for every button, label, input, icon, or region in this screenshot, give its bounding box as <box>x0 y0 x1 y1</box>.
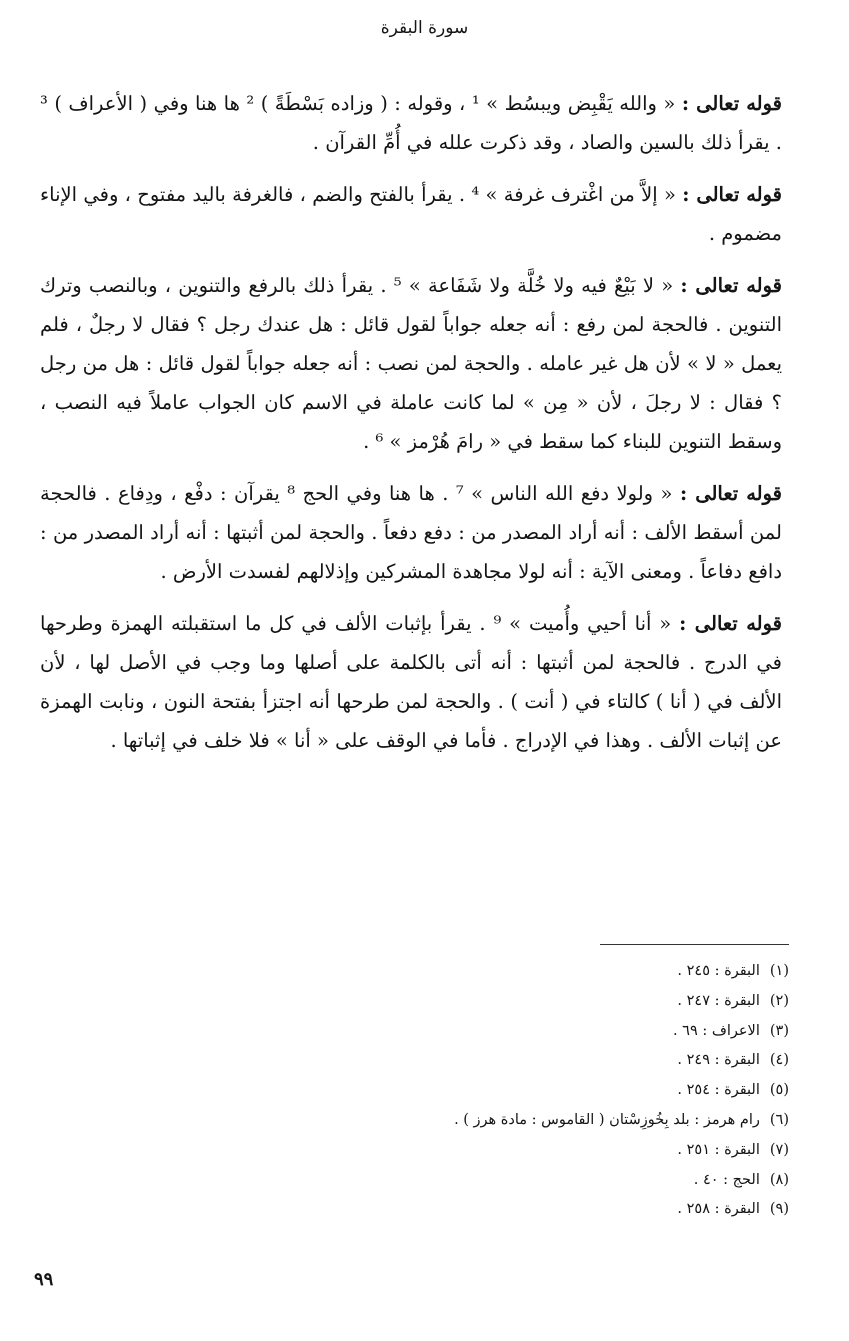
footnote <box>300 1106 789 1136</box>
paragraph-text: « والله يَقْبِض ويبسُط » ¹ ، وقوله : ( وزاده بَسْطَةً ) ² ها هنا وفي ( الأعراف ) ³ . يقرأ ذلك بالسين والصاد ، وقد ذكرت علله في أُمِّ القرآن . <box>40 92 782 154</box>
footnote-number: (٣) <box>769 1022 789 1039</box>
paragraph <box>40 84 782 162</box>
footnote <box>300 1076 789 1106</box>
paragraph <box>40 175 782 253</box>
main-text <box>40 84 782 773</box>
footnote-number: (٨) <box>769 1171 789 1188</box>
paragraph-lead: قوله تعالى : <box>680 274 782 297</box>
footnote-number: (٢) <box>769 992 789 1009</box>
page-number: ٩٩ <box>34 1269 54 1290</box>
paragraph-lead: قوله تعالى : <box>679 612 782 635</box>
paragraph-lead: قوله تعالى : <box>679 482 783 505</box>
paragraph <box>40 266 782 461</box>
footnote-text: البقرة : ٢٤٥ . <box>677 963 760 979</box>
paragraph <box>40 474 782 591</box>
footnotes <box>300 957 789 1225</box>
footnote-text: البقرة : ٢٥١ . <box>677 1141 760 1158</box>
footnote-number: (٩) <box>769 1201 789 1218</box>
paragraph-lead: قوله تعالى : <box>681 92 782 115</box>
footnote-number: (٦) <box>769 1111 789 1128</box>
footnote <box>300 1046 789 1076</box>
footnote-number: (٧) <box>769 1141 789 1158</box>
footnote-divider <box>600 944 789 945</box>
footnote-number: (٤) <box>769 1052 789 1069</box>
footnote <box>300 1017 789 1047</box>
paragraph-text: « إلاَّ من اغْترف غرفة » ⁴ . يقرأ بالفتح والضم ، فالغرفة باليد مفتوح ، وفي الإناء مضموم . <box>40 183 782 245</box>
footnote-text: رام هرمز : بلد بِخُوزِسْتان ( القاموس : مادة هرز ) . <box>454 1111 760 1128</box>
footnote-number: (١) <box>769 963 789 979</box>
footnote-text: البقرة : ٢٤٧ . <box>677 992 760 1009</box>
paragraph-text: « لا بَيْعٌ فيه ولا خُلَّة ولا شَفَاعة » ⁵ . يقرأ ذلك بالرفع والتنوين ، وبالنصب وترك التنوين . فالحجة لمن رفع : أنه جعله جواباً لقول قائل : هل عندك رجل ؟ فقال لا رجلٌ ، فلم يعمل « لا » لأن هل غير عامله . والحجة لمن نصب : أنه جعله جواباً لقول قائل : هل من رجل ؟ فقال : لا رجلَ ، لأن « مِن » لما كانت عاملة في الاسم كان الجواب عاملاً فيه النصب ، وسقط التنوين للبناء كما سقط في « رامَ هُرْمز » ⁶ . <box>40 274 782 453</box>
footnote <box>300 987 789 1017</box>
paragraph-text: « أنا أحيي وأُميت » ⁹ . يقرأ بإثبات الألف في كل ما استقبلته الهمزة وطرحها في الدرج . فالحجة لمن أثبتها : أنه أتى بالكلمة على أصلها وما وجب في الأصل لها ، لأن الألف في ( أنا ) كالتاء في ( أنت ) . والحجة لمن طرحها أنه اجتزأ بفتحة النون ، ونابت الهمزة عن إثبات الألف . وهذا في الإدراج . فأما في الوقف على « أنا » فلا خلف في إثباتها . <box>40 612 782 752</box>
footnote-text: البقرة : ٢٤٩ . <box>677 1052 760 1069</box>
footnote-text: البقرة : ٢٥٤ . <box>677 1082 760 1099</box>
footnote <box>300 957 789 987</box>
paragraph <box>40 604 782 760</box>
paragraph-text: « ولولا دفع الله الناس » ⁷ . ها هنا وفي الحج ⁸ يقرآن : دفْع ، ودِفاع . فالحجة لمن أسقط الألف : أنه أراد المصدر من : دفع دفعاً . والحجة لمن أثبتها : أنه أراد المصدر من : دافع دفاعاً . ومعنى الآية : أنه لولا مجاهدة المشركين وإذلالهم لفسدت الأرض . <box>40 482 782 583</box>
footnote-number: (٥) <box>769 1082 789 1099</box>
footnote-text: الاعراف : ٦٩ . <box>672 1022 760 1039</box>
footnote <box>300 1136 789 1166</box>
paragraph-lead: قوله تعالى : <box>682 183 782 206</box>
footnote-text: الحج : ٤٠ . <box>693 1171 760 1188</box>
footnote <box>300 1166 789 1196</box>
footnote-text: البقرة : ٢٥٨ . <box>677 1201 760 1218</box>
page-header-surah-title: سورة البقرة <box>380 18 469 38</box>
footnote <box>300 1195 789 1225</box>
